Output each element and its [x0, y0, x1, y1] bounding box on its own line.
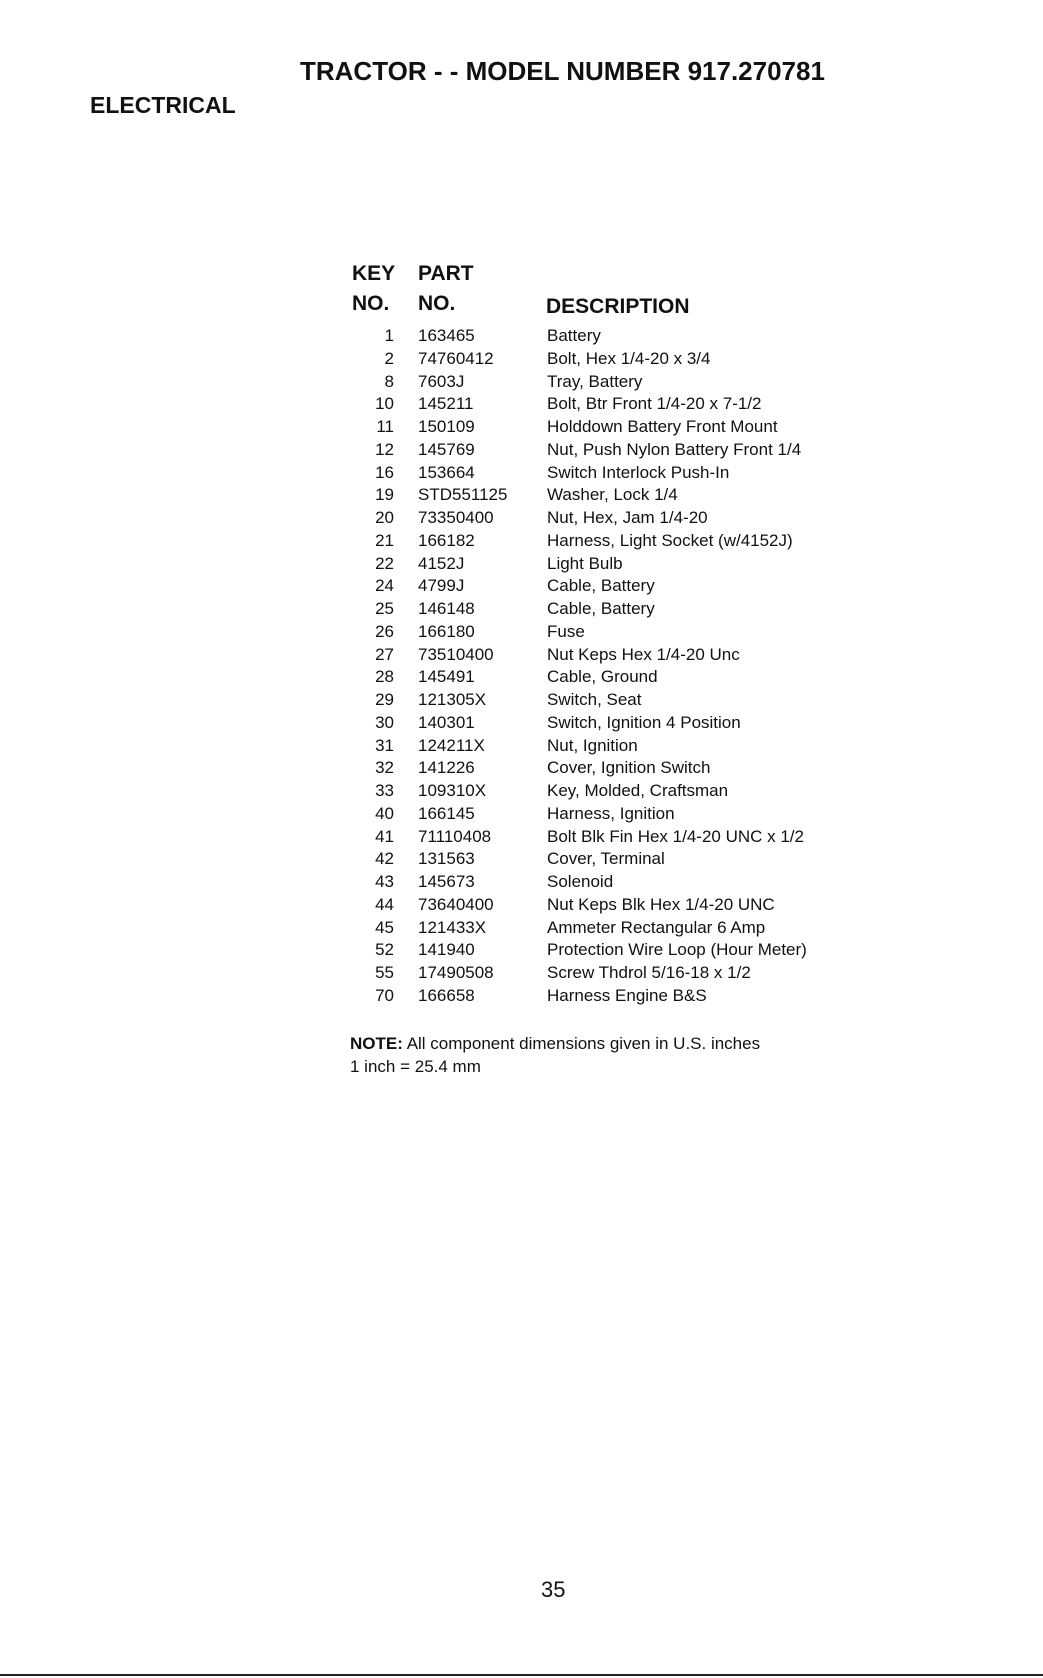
parts-row — [350, 736, 870, 759]
part-number: 124211X — [418, 735, 485, 755]
part-number: 109310X — [418, 781, 487, 800]
note-line — [350, 1032, 760, 1055]
part-description: Nut Keps Hex 1/4-20 Unc — [547, 644, 740, 664]
part-number: 73350400 — [418, 508, 494, 527]
parts-row — [350, 326, 870, 349]
part-description: Nut Keps Blk Hex 1/4-20 UNC — [547, 894, 775, 914]
part-number: 166182 — [418, 530, 475, 550]
part-number: 7603J — [418, 371, 465, 391]
part-header-line1: PART — [418, 262, 474, 285]
part-description: Switch, Seat — [547, 690, 642, 709]
parts-row — [350, 918, 870, 941]
note — [350, 1032, 760, 1078]
part-number: 145769 — [418, 439, 475, 459]
note-conversion: 1 inch = 25.4 mm — [350, 1057, 481, 1076]
parts-row — [350, 508, 870, 531]
part-number: 166658 — [418, 985, 475, 1005]
part-description: Battery — [547, 326, 601, 345]
parts-row — [350, 440, 870, 463]
key-number: 32 — [375, 758, 394, 778]
parts-row — [350, 827, 870, 850]
part-number: 145211 — [418, 394, 474, 414]
part-number: 17490508 — [418, 963, 494, 982]
page-number: 35 — [541, 1577, 566, 1602]
key-number: 41 — [375, 826, 394, 846]
key-number: 70 — [375, 985, 394, 1005]
part-number: 145491 — [418, 667, 475, 687]
parts-row — [350, 690, 870, 713]
part-description: Solenoid — [547, 872, 614, 891]
part-number: 4799J — [418, 576, 465, 596]
parts-row — [350, 554, 870, 577]
part-description: Harness, Light Socket (w/4152J) — [547, 530, 793, 550]
key-number: 16 — [375, 462, 394, 482]
parts-row — [350, 394, 870, 417]
key-number: 45 — [375, 917, 394, 937]
part-number: 150109 — [418, 417, 475, 436]
key-number: 1 — [384, 326, 394, 345]
part-description: Protection Wire Loop (Hour Meter) — [547, 940, 807, 960]
part-description: Switch, Ignition 4 Position — [547, 712, 741, 732]
parts-row — [350, 576, 870, 599]
part-number: 121305X — [418, 690, 487, 709]
parts-row — [350, 645, 870, 668]
key-number: 12 — [375, 439, 394, 459]
parts-row — [350, 963, 870, 986]
part-description: Switch Interlock Push-In — [547, 462, 730, 482]
key-number: 55 — [375, 963, 394, 982]
parts-row — [350, 463, 870, 486]
parts-row — [350, 531, 870, 554]
page-title: TRACTOR - - MODEL NUMBER 917.270781 — [300, 56, 825, 86]
part-number: 141226 — [418, 758, 475, 778]
part-number: 4152J — [418, 553, 465, 573]
parts-row — [350, 849, 870, 872]
key-number: 22 — [375, 553, 394, 573]
part-description: Cable, Battery — [547, 599, 655, 618]
parts-row — [350, 622, 870, 645]
part-description: Screw Thdrol 5/16-18 x 1/2 — [547, 963, 751, 982]
part-description: Cable, Battery — [547, 576, 655, 596]
key-number: 24 — [375, 576, 394, 596]
part-number: 145673 — [418, 872, 475, 891]
key-number: 43 — [375, 872, 394, 891]
part-description: Bolt, Hex 1/4-20 x 3/4 — [547, 348, 711, 368]
bottom-rule — [0, 1674, 1043, 1676]
key-header-line1: KEY — [352, 262, 396, 285]
key-number: 19 — [375, 485, 394, 505]
part-number: 73510400 — [418, 644, 494, 664]
key-number: 25 — [375, 599, 394, 618]
key-number: 42 — [375, 849, 394, 869]
key-number: 21 — [375, 530, 394, 550]
parts-row — [350, 781, 870, 804]
key-number: 52 — [375, 940, 394, 960]
note-text: All component dimensions given in U.S. inches — [406, 1034, 761, 1053]
part-description: Nut, Push Nylon Battery Front 1/4 — [547, 439, 802, 459]
part-number: 141940 — [418, 940, 475, 960]
key-number: 10 — [375, 394, 394, 414]
part-description: Key, Molded, Craftsman — [547, 781, 729, 800]
key-number: 28 — [375, 667, 394, 687]
part-description: Harness, Ignition — [547, 803, 675, 823]
key-number: 29 — [375, 690, 394, 709]
key-number: 2 — [384, 348, 394, 368]
part-description: Holddown Battery Front Mount — [547, 417, 778, 436]
part-description: Ammeter Rectangular 6 Amp — [547, 917, 766, 937]
key-number: 27 — [375, 644, 394, 664]
part-number: 166145 — [418, 803, 475, 823]
parts-row — [350, 986, 870, 1009]
key-number: 33 — [375, 781, 394, 800]
parts-row — [350, 804, 870, 827]
parts-row — [350, 713, 870, 736]
key-number: 20 — [375, 508, 394, 527]
key-number: 26 — [375, 621, 394, 641]
key-number: 31 — [375, 735, 394, 755]
parts-list — [350, 326, 870, 1009]
part-description: Nut, Hex, Jam 1/4-20 — [547, 508, 708, 527]
parts-row — [350, 940, 870, 963]
key-number: 30 — [375, 712, 394, 732]
part-number: 140301 — [418, 712, 475, 732]
parts-row — [350, 485, 870, 508]
part-number: 74760412 — [418, 348, 494, 368]
part-description: Harness Engine B&S — [547, 985, 707, 1005]
parts-row — [350, 758, 870, 781]
part-description: Cover, Ignition Switch — [547, 758, 711, 778]
part-number: 71110408 — [418, 826, 492, 846]
part-description: Light Bulb — [547, 553, 623, 573]
part-description: Washer, Lock 1/4 — [547, 485, 678, 505]
part-number: 163465 — [418, 326, 475, 345]
key-number: 40 — [375, 803, 394, 823]
parts-row — [350, 667, 870, 690]
part-description: Nut, Ignition — [547, 735, 638, 755]
part-description: Bolt Blk Fin Hex 1/4-20 UNC x 1/2 — [547, 826, 804, 846]
part-description: Bolt, Btr Front 1/4-20 x 7-1/2 — [547, 394, 762, 414]
section-heading: ELECTRICAL — [90, 92, 236, 118]
parts-row — [350, 895, 870, 918]
parts-row — [350, 599, 870, 622]
part-description: Fuse — [547, 621, 585, 641]
part-header-line2: NO. — [418, 292, 456, 315]
part-number: 73640400 — [418, 894, 494, 914]
part-number: 146148 — [418, 599, 475, 618]
part-description: Cable, Ground — [547, 667, 658, 687]
key-number: 11 — [376, 417, 394, 436]
part-number: 153664 — [418, 462, 475, 482]
note-label: NOTE: — [350, 1034, 403, 1053]
part-description: Tray, Battery — [547, 371, 643, 391]
part-number: 121433X — [418, 917, 487, 937]
part-number: 166180 — [418, 621, 475, 641]
parts-row — [350, 372, 870, 395]
key-number: 8 — [384, 371, 394, 391]
key-number: 44 — [375, 894, 394, 914]
part-description: Cover, Terminal — [547, 849, 665, 869]
key-header-line2: NO. — [352, 292, 390, 315]
part-number: STD551125 — [418, 485, 508, 505]
part-number: 131563 — [418, 849, 475, 869]
parts-row — [350, 872, 870, 895]
description-header: DESCRIPTION — [546, 295, 690, 318]
parts-row — [350, 349, 870, 372]
parts-row — [350, 417, 870, 440]
